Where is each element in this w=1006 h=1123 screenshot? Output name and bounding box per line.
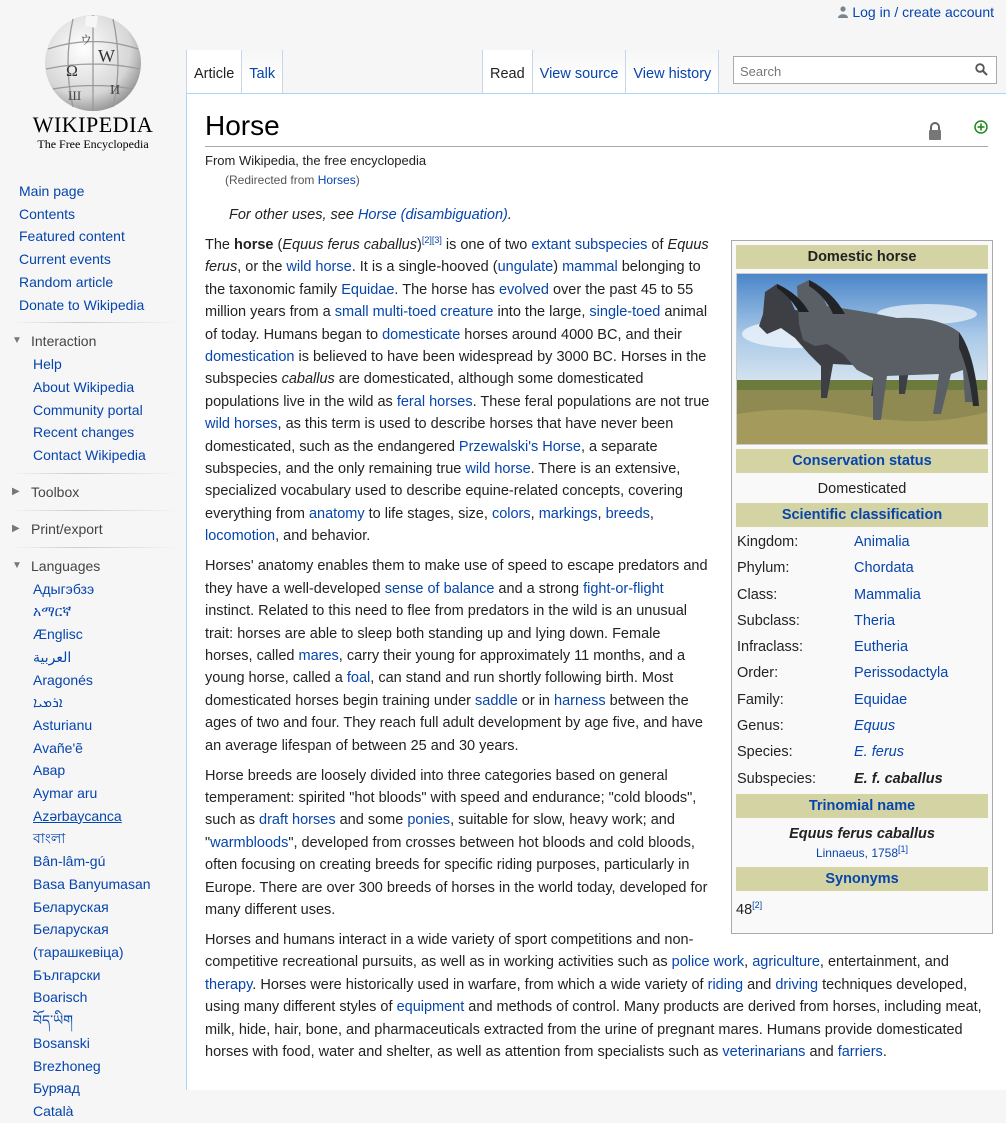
text-run: , a separate subspecies, and the only remaining true xyxy=(205,438,658,478)
language-link[interactable]: Brezhoneg xyxy=(33,1057,101,1074)
classification-value[interactable]: Mammalia xyxy=(854,586,921,603)
text-run: The xyxy=(205,237,235,253)
article-link[interactable]: wild horses xyxy=(205,416,278,433)
conservation-status-heading[interactable] xyxy=(736,449,988,473)
language-link[interactable]: বাংলা xyxy=(33,830,66,847)
classification-label: Species: xyxy=(737,744,793,761)
text-run: . These feral populations are not true xyxy=(472,393,710,410)
article-link[interactable]: breeds xyxy=(605,505,650,522)
text-run: and some xyxy=(335,812,408,829)
redirect-suffix: ) xyxy=(355,173,360,187)
classification-label: Subclass: xyxy=(737,612,800,629)
text-run: Equus ferus caballus xyxy=(282,237,417,253)
article-link[interactable]: small multi-toed creature xyxy=(334,304,494,321)
expanded-arrow-icon: ▼ xyxy=(12,335,22,347)
text-run: over the past 45 to 55 million years from a xyxy=(205,281,694,321)
view-tabs xyxy=(482,50,719,94)
personal-tools xyxy=(838,4,994,20)
article-link[interactable]: driving xyxy=(775,976,819,993)
language-link[interactable]: བོད་ཡིག xyxy=(33,1012,74,1029)
text-run: , carry their young for approximately 11 months, and a young horse, called a xyxy=(205,647,686,687)
good-article-add-icon[interactable] xyxy=(974,120,988,139)
text-run: . Horses were historically used in warfare, from which a wide variety of xyxy=(252,976,708,993)
nav-contact[interactable]: Contact Wikipedia xyxy=(33,447,146,464)
text-run: . The horse has xyxy=(394,281,499,298)
tab-read-label: Read xyxy=(490,66,525,82)
trinomial-name-link[interactable]: Trinomial name xyxy=(808,797,916,814)
text-run: ( xyxy=(273,237,283,253)
authority xyxy=(736,845,988,861)
text-run: , xyxy=(597,505,606,522)
divider xyxy=(10,510,180,511)
text-run: and methods of control. Many products are derived from horses, including meat, milk, hide, hair, bone, and pharmaceuticals extracted from the urine of pregnant mares. Humans provide domesticated horses with food, water and shelter, as well as attention from specialists such as xyxy=(205,999,982,1060)
classification-row xyxy=(736,582,988,608)
classification-value[interactable]: Perissodactyla xyxy=(854,665,949,682)
language-link[interactable]: Беларуская xyxy=(33,898,109,915)
infobox-title: Domestic horse xyxy=(736,245,988,269)
scientific-classification-link[interactable]: Scientific classification xyxy=(781,507,943,523)
article-link[interactable]: fight-or-flight xyxy=(583,580,664,597)
article-link[interactable]: Przewalski's Horse xyxy=(458,438,581,455)
nav-help[interactable]: Help xyxy=(33,356,62,373)
portal-toolbox xyxy=(0,480,186,504)
text-run: , or the xyxy=(237,259,287,276)
nav-featured-content[interactable]: Featured content xyxy=(19,228,125,245)
language-link[interactable]: Aragonés xyxy=(33,671,93,688)
article-link[interactable]: riding xyxy=(707,976,744,993)
text-run: of xyxy=(647,237,668,253)
classification-value: E. f. caballus xyxy=(854,770,943,787)
language-link[interactable]: العربية xyxy=(33,648,72,665)
article-link[interactable]: therapy xyxy=(205,976,253,993)
search-input[interactable] xyxy=(738,58,972,84)
main-navigation xyxy=(0,180,186,316)
text-run: and a strong xyxy=(494,580,584,597)
text-run: animal of today. Humans began to xyxy=(205,304,708,343)
tab-view-history-label[interactable]: View history xyxy=(633,66,712,82)
language-link[interactable]: Ænglisc xyxy=(33,626,83,643)
language-link[interactable]: Български xyxy=(33,966,101,983)
horse-image xyxy=(737,274,987,444)
text-run: , xyxy=(744,954,753,971)
article-link[interactable]: draft horses xyxy=(259,812,336,829)
svg-text:ウ: ウ xyxy=(80,33,93,47)
svg-text:Ω: Ω xyxy=(66,63,78,80)
authority-link[interactable]: Linnaeus, 1758 xyxy=(815,845,899,860)
text-run: horses around 4000 BC, and their xyxy=(460,326,682,343)
text-run: . It is a single-hooved ( xyxy=(351,259,498,276)
article-link[interactable]: warmbloods xyxy=(210,834,289,851)
classification-value[interactable]: Animalia xyxy=(854,534,910,550)
trinomial-name-heading[interactable] xyxy=(736,794,988,818)
horse-photo[interactable] xyxy=(736,273,988,445)
article-link[interactable]: extant subspecies xyxy=(531,237,648,253)
svg-text:И: И xyxy=(110,83,121,98)
text-run: instinct. Related to this need to flee from predators in the wild is an unusual trait: horses are able to sleep both standing up and lying down. Female horses, called xyxy=(205,603,687,664)
divider xyxy=(10,473,180,474)
tab-talk[interactable] xyxy=(242,50,283,94)
article-link[interactable]: markings xyxy=(538,505,598,522)
tab-view-source-label[interactable]: View source xyxy=(539,66,619,82)
nav-recent-changes[interactable]: Recent changes xyxy=(33,424,135,441)
tab-read[interactable] xyxy=(482,50,533,94)
nav-current-events[interactable]: Current events xyxy=(19,251,111,268)
nav-random-article[interactable]: Random article xyxy=(19,273,114,290)
reference-link[interactable]: [2][3] xyxy=(421,235,442,246)
language-link[interactable]: Azərbaycanca xyxy=(33,807,122,824)
classification-value[interactable]: Chordata xyxy=(854,560,914,577)
article-link[interactable]: wild horse xyxy=(286,259,352,276)
article-link[interactable]: colors xyxy=(491,505,531,522)
article-link[interactable]: locomotion xyxy=(205,528,276,545)
portal-toolbox-toggle[interactable] xyxy=(0,480,186,504)
synonyms-count: 48 xyxy=(736,901,753,918)
article-link[interactable]: mammal xyxy=(562,259,618,276)
article-link[interactable]: domesticate xyxy=(382,326,461,343)
classification-row xyxy=(736,766,988,792)
text-run: ) xyxy=(416,237,422,253)
language-link[interactable]: Basa Banyumasan xyxy=(33,875,151,892)
text-run: ", developed from crosses between hot bloods and cold bloods, often focusing on creating breeds for specific riding purposes, particularly in Europe. There are over 300 breeds of horses in the world today, developed for many different uses. xyxy=(205,834,708,918)
text-run: . xyxy=(882,1044,887,1060)
hatnote-suffix: . xyxy=(507,207,512,223)
classification-label: Class: xyxy=(737,586,778,603)
hatnote xyxy=(229,207,512,223)
redirect-link[interactable]: Horses xyxy=(317,173,356,187)
portal-printexport xyxy=(0,517,186,541)
text-run: Horses and humans interact in a wide variety of sport competitions and non-competitive recreational pursuits, as well as in working activities such as xyxy=(205,931,694,971)
portal-languages-toggle[interactable] xyxy=(0,554,186,578)
text-run: belonging to the taxonomic family xyxy=(205,259,701,298)
text-run: horse xyxy=(234,237,274,253)
text-run: caballus xyxy=(281,371,335,388)
portal-languages-heading: Languages xyxy=(31,557,101,574)
text-run: into the large, xyxy=(493,304,590,321)
classification-label: Subspecies: xyxy=(737,770,816,787)
paragraph xyxy=(205,929,993,1063)
conservation-status-value: Domesticated xyxy=(817,481,907,497)
wikipedia-wordmark: WIKIPEDIA xyxy=(32,112,154,137)
text-run: , entertainment, and xyxy=(819,954,949,971)
article-link[interactable]: foal xyxy=(346,670,371,687)
hatnote-link[interactable]: Horse (disambiguation) xyxy=(357,207,508,223)
redirect-note xyxy=(225,173,360,187)
language-list xyxy=(0,578,186,1123)
page-title: Horse xyxy=(205,110,280,141)
reference-link[interactable]: [1] xyxy=(898,843,909,854)
divider xyxy=(10,547,180,548)
text-run: , and behavior. xyxy=(275,528,371,545)
article-link[interactable]: evolved xyxy=(498,281,549,298)
collapsed-arrow-icon: ▶ xyxy=(12,522,20,534)
hatnote-prefix: For other uses, see xyxy=(229,207,358,223)
classification-label: Kingdom: xyxy=(737,534,799,550)
scientific-classification-heading[interactable] xyxy=(736,503,988,527)
text-run: and xyxy=(805,1044,838,1060)
language-link[interactable]: Bân-lâm-gú xyxy=(33,853,106,870)
svg-text:W: W xyxy=(98,46,115,66)
article-link[interactable]: police work xyxy=(671,954,745,971)
sidebar xyxy=(0,180,186,1123)
portal-interaction-heading: Interaction xyxy=(31,333,97,350)
article-link[interactable]: agriculture xyxy=(752,954,820,971)
classification-value[interactable]: Eutheria xyxy=(854,639,909,656)
language-link[interactable]: Авар xyxy=(33,762,66,779)
portal-printexport-toggle[interactable] xyxy=(0,517,186,541)
classification-label: Family: xyxy=(737,691,784,708)
text-run: Horses' anatomy enables them to make use of speed to escape predators and they have a well-developed xyxy=(205,558,708,597)
nav-donate[interactable]: Donate to Wikipedia xyxy=(19,296,145,313)
text-run: . There is an extensive, specialized vocabulary used to describe equine-related concepts, covering everything from xyxy=(205,461,683,522)
svg-text:Ш: Ш xyxy=(68,88,82,103)
login-link[interactable]: Log in / create account xyxy=(852,4,994,20)
namespace-tabs xyxy=(186,50,283,94)
search-button[interactable] xyxy=(975,63,988,81)
wikipedia-globe-icon xyxy=(38,14,148,112)
classification-row xyxy=(736,634,988,660)
text-run: , can stand and run shortly following birth. Most domesticated horses begin training under xyxy=(205,670,674,709)
text-run: , xyxy=(530,505,539,522)
infobox xyxy=(731,240,993,934)
content-area xyxy=(186,93,1006,1090)
text-run: techniques developed, using many different styles of xyxy=(205,976,968,1016)
portal-printexport-heading: Print/export xyxy=(31,520,103,537)
classification-row xyxy=(736,660,988,686)
article-link[interactable]: feral horses xyxy=(396,393,473,410)
nav-community-portal[interactable]: Community portal xyxy=(33,401,143,418)
tab-talk-label[interactable]: Talk xyxy=(249,66,276,82)
synonyms-link[interactable]: Synonyms xyxy=(825,870,899,887)
classification-label: Infraclass: xyxy=(737,639,804,656)
trinomial-name-value: Equus ferus caballus xyxy=(789,825,935,842)
synonyms-value xyxy=(736,893,988,929)
classification-value[interactable]: Theria xyxy=(854,612,896,629)
nav-about[interactable]: About Wikipedia xyxy=(33,378,135,395)
article-link[interactable]: wild horse xyxy=(465,461,531,478)
article-link[interactable]: farriers xyxy=(837,1044,883,1060)
language-link[interactable]: Aymar aru xyxy=(33,785,98,802)
search-icon xyxy=(975,63,988,76)
classification-row xyxy=(736,608,988,634)
text-run: , as this term is used to describe horses that have never been domesticated, such as the endangered xyxy=(205,416,674,455)
article-link[interactable]: harness xyxy=(554,692,606,709)
text-run: Equus ferus xyxy=(205,237,709,276)
divider xyxy=(205,146,988,147)
expanded-arrow-icon: ▼ xyxy=(12,559,22,571)
nav-main-page[interactable]: Main page xyxy=(19,183,85,199)
article-link[interactable]: veterinarians xyxy=(722,1044,806,1060)
lock-icon[interactable] xyxy=(928,122,942,145)
language-link[interactable]: Avañe'ẽ xyxy=(33,739,83,756)
tab-article-label: Article xyxy=(194,66,235,82)
classification-value[interactable]: Equidae xyxy=(854,691,908,708)
tab-view-history[interactable] xyxy=(626,50,719,94)
wikipedia-logo[interactable] xyxy=(0,0,186,160)
language-link[interactable]: Asturianu xyxy=(33,716,93,733)
portal-interaction-toggle[interactable] xyxy=(0,329,186,353)
portal-interaction xyxy=(0,329,186,467)
text-run: and xyxy=(743,976,776,993)
classification-label: Phylum: xyxy=(737,560,790,577)
language-link[interactable]: Беларуская (тарашкевіца) xyxy=(33,921,124,960)
nav-contents[interactable]: Contents xyxy=(19,205,76,222)
article-link[interactable]: ungulate xyxy=(497,259,554,276)
classification-label: Genus: xyxy=(737,718,784,735)
classification-row xyxy=(736,739,988,765)
collapsed-arrow-icon: ▶ xyxy=(12,485,20,497)
classification-row xyxy=(736,687,988,713)
article-link[interactable]: mares xyxy=(298,647,339,664)
text-run: are domesticated, although some domesticated populations live in the wild as xyxy=(205,371,644,410)
wikipedia-tagline: The Free Encyclopedia xyxy=(37,137,149,151)
article-link[interactable]: single-toed xyxy=(589,304,661,321)
text-run: is one of two xyxy=(441,237,532,253)
conservation-status-link[interactable]: Conservation status xyxy=(792,453,932,469)
text-run: Horse breeds are loosely divided into three categories based on general temperament: spirited "hot bloods" with speed and endurance; "cold bloods", such as xyxy=(205,767,697,829)
text-run: is believed to have been widespread by 3000 BC. Horses in the subspecies xyxy=(205,349,707,388)
text-run: between the ages of two and four. They reach full adult development by age five, and have an average lifespan of between 25 and 30 years. xyxy=(205,692,703,754)
text-run: or in xyxy=(517,692,555,709)
language-link[interactable]: አማርኛ xyxy=(33,603,72,620)
reference-link[interactable]: [2] xyxy=(752,900,763,911)
portal-languages xyxy=(0,554,186,1123)
article-link[interactable]: domestication xyxy=(205,349,295,366)
classification-value[interactable]: Equus xyxy=(854,718,896,735)
article-link[interactable]: sense of balance xyxy=(384,580,495,597)
search-box xyxy=(733,56,997,84)
language-link[interactable]: Bosanski xyxy=(33,1034,90,1051)
divider xyxy=(10,322,180,323)
text-run: , suitable for slow, heavy work; and " xyxy=(205,812,675,851)
classification-value[interactable]: E. ferus xyxy=(854,744,904,761)
redirect-prefix: (Redirected from xyxy=(225,173,318,187)
tab-article[interactable] xyxy=(186,50,242,94)
classification-row xyxy=(736,529,988,555)
language-link[interactable]: Буряад xyxy=(33,1080,80,1097)
article-body xyxy=(205,234,993,1071)
text-run: to life stages, size, xyxy=(364,505,492,522)
article-link[interactable]: Equidae xyxy=(341,281,395,298)
classification-row xyxy=(736,555,988,581)
site-subtitle: From Wikipedia, the free encyclopedia xyxy=(205,153,427,168)
language-link[interactable]: Boarisch xyxy=(33,989,88,1006)
language-link[interactable]: Català xyxy=(33,1102,74,1119)
classification-row xyxy=(736,713,988,739)
text-run: , xyxy=(649,505,654,522)
article-link[interactable]: equipment xyxy=(396,999,465,1016)
article-link[interactable]: anatomy xyxy=(308,505,365,522)
article-link[interactable]: saddle xyxy=(475,692,518,709)
article-link[interactable]: ponies xyxy=(407,812,451,829)
classification-label: Order: xyxy=(737,665,779,682)
user-icon xyxy=(838,5,848,17)
language-link[interactable]: Адыгэбзэ xyxy=(33,580,95,597)
synonyms-heading[interactable] xyxy=(736,867,988,891)
text-run: ) xyxy=(553,259,563,276)
tab-view-source[interactable] xyxy=(533,50,627,94)
portal-toolbox-heading: Toolbox xyxy=(31,483,80,500)
language-link[interactable]: ܐܪܡܝܐ xyxy=(33,694,63,711)
